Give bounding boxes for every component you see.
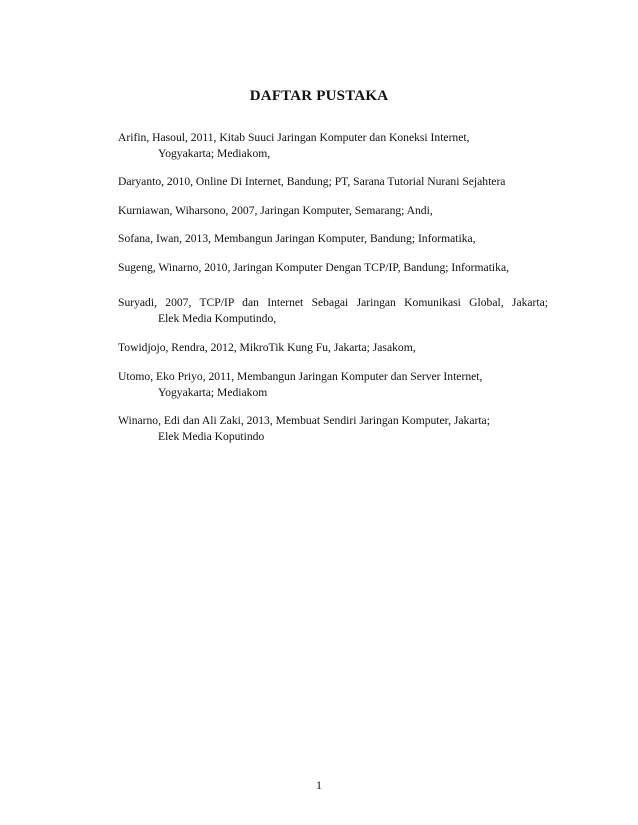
reference-line: Towidjojo, Rendra, 2012, MikroTik Kung Fu, Jakarta; Jasakom, [118, 341, 416, 354]
page-title: DAFTAR PUSTAKA [249, 88, 389, 104]
page-number: 1 [316, 778, 322, 792]
reference-line: Daryanto, 2010, Online Di Internet, Bandung; PT, Sarana Tutorial Nurani Sejahtera [118, 175, 506, 188]
reference-item [118, 231, 548, 247]
reference-line: Winarno, Edi dan Ali Zaki, 2013, Membuat Sendiri Jaringan Komputer, Jakarta; [118, 414, 490, 427]
reference-line: Sugeng, Winarno, 2010, Jaringan Komputer Dengan TCP/IP, Bandung; Informatika, [118, 261, 509, 274]
reference-line: Utomo, Eko Priyo, 2011, Membangun Jaringan Komputer dan Server Internet, [118, 370, 483, 383]
reference-item [118, 369, 548, 401]
reference-line: Kurniawan, Wiharsono, 2007, Jaringan Komputer, Semarang; Andi, [118, 204, 433, 217]
reference-line: Sofana, Iwan, 2013, Membangun Jaringan Komputer, Bandung; Informatika, [118, 232, 476, 245]
reference-continuation: Yogyakarta; Mediakom, [158, 147, 271, 160]
reference-item [118, 174, 548, 190]
reference-item [118, 340, 548, 356]
reference-continuation: Elek Media Komputindo, [158, 312, 277, 325]
reference-item [118, 130, 548, 162]
reference-line: Arifin, Hasoul, 2011, Kitab Suuci Jaringan Komputer dan Koneksi Internet, [118, 131, 470, 144]
reference-item [118, 203, 548, 219]
reference-list [118, 130, 548, 445]
reference-item [118, 295, 548, 327]
reference-continuation: Elek Media Koputindo [158, 430, 265, 443]
reference-item [118, 413, 548, 445]
reference-line: Suryadi, 2007, TCP/IP dan Internet Sebagai Jaringan Komunikasi Global, Jakarta; [118, 296, 548, 309]
reference-continuation: Yogyakarta; Mediakom [158, 386, 268, 399]
reference-item [118, 260, 548, 276]
